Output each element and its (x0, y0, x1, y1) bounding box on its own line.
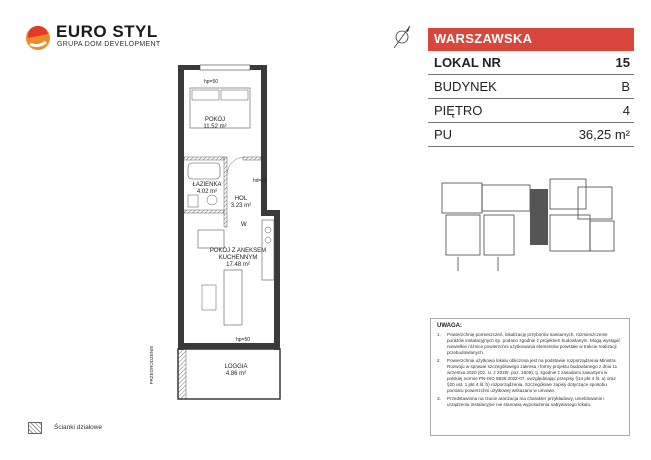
room-hol (228, 196, 254, 210)
info-label: LOKAL NR (434, 55, 501, 70)
note-text: Powierzchnię pomieszczeń, lokalizację przyborów sanitarnych, rozmieszczenie punktów instalacyjnych itp. podano zgodnie z projektem budowlanym. Mogą wystąpić niewielkie różnice powierzchni użytkowania elementów powstałe w trakcie realizacji przebudowlanych. (447, 332, 621, 355)
hp-bottom-mark: hp=50 (236, 337, 251, 343)
investment-title: WARSZAWSKA (428, 28, 634, 51)
ventilation-mark: W (241, 222, 247, 228)
note-number: 3. (437, 396, 441, 401)
info-value: 15 (615, 55, 630, 70)
room-name: HOL (234, 196, 248, 202)
hd-mark: hd=11 (253, 178, 267, 184)
info-label: PIĘTRO (434, 103, 483, 118)
info-label: BUDYNEK (434, 79, 497, 94)
room-aneks (206, 248, 270, 269)
room-loggia (216, 364, 256, 378)
brand-tagline: GRUPA DOM DEVELOPMENT (57, 41, 161, 48)
hp-top-mark: hp=50 (204, 79, 219, 85)
info-row-pietro (428, 99, 634, 123)
info-label: PU (434, 127, 453, 142)
room-name: POKÓJ Z ANEKSEM (209, 248, 267, 254)
note-text: Powierzchnia użytkowa lokalu obliczona jest na podstawie rozporządzenia Ministra Rozwoju w sprawie szczegółowego zakresu i formy projektu budowlanego z dnia 11 września 2020 (Dz. U. z 2020r. poz. 1609), tj. zgodnie z zasadami zawartymi w polskiej normie PN-ISO 9836:2022-07, uwzględniając przepisy §14 pkt 4 lit. a) oraz §20 ust. 1 pkt 4 lit. b) rozporządzenia. Szczegółowe zapisy dotyczące sposobu pomiaru powierzchni użytkowej wskazano w umowie. (447, 358, 618, 393)
note-number: 1. (437, 332, 441, 337)
building-site-plan (438, 175, 618, 275)
room-name: ŁAZIENKA (192, 182, 222, 188)
room-name: LOGGIA (224, 364, 248, 370)
room-name: POKÓJ (204, 117, 226, 123)
room-pokoj (190, 117, 240, 131)
north-arrow-icon (387, 22, 417, 52)
unit-info-panel (428, 28, 634, 147)
room-lazienka (188, 182, 226, 196)
info-row-lokal (428, 51, 634, 75)
legend-label: Ścianki działowe (54, 424, 103, 431)
note-item (437, 396, 623, 408)
room-area: 11.52 m² (203, 124, 227, 130)
info-value: 36,25 m² (578, 127, 630, 142)
room-area: 3.23 m² (230, 203, 252, 209)
note-text: Przedstawiona na rzucie aranżacja ma charakter przykładowy, umeblowanie i urządzenia instalacyjne nie stanowią wyposażenia nabywanego lokalu. (447, 396, 605, 407)
note-item (437, 332, 623, 356)
room-area: 17.48 m² (226, 262, 250, 268)
note-number: 2. (437, 358, 441, 363)
notes-box (430, 318, 630, 436)
info-value: 4 (622, 103, 630, 118)
info-row-pu (428, 123, 634, 147)
room-area: 4.86 m² (225, 371, 247, 377)
brand-name: EURO STYL (56, 22, 158, 41)
note-item (437, 358, 623, 394)
notes-title: UWAGA: (437, 323, 462, 329)
side-label: PRZEGRODZENIE (149, 345, 154, 385)
room-name-line2: KUCHENNYM (218, 255, 258, 261)
room-area: 4.02 m² (196, 189, 218, 195)
partition-wall-swatch-icon (28, 422, 42, 434)
info-row-budynek (428, 75, 634, 99)
info-value: B (621, 79, 630, 94)
